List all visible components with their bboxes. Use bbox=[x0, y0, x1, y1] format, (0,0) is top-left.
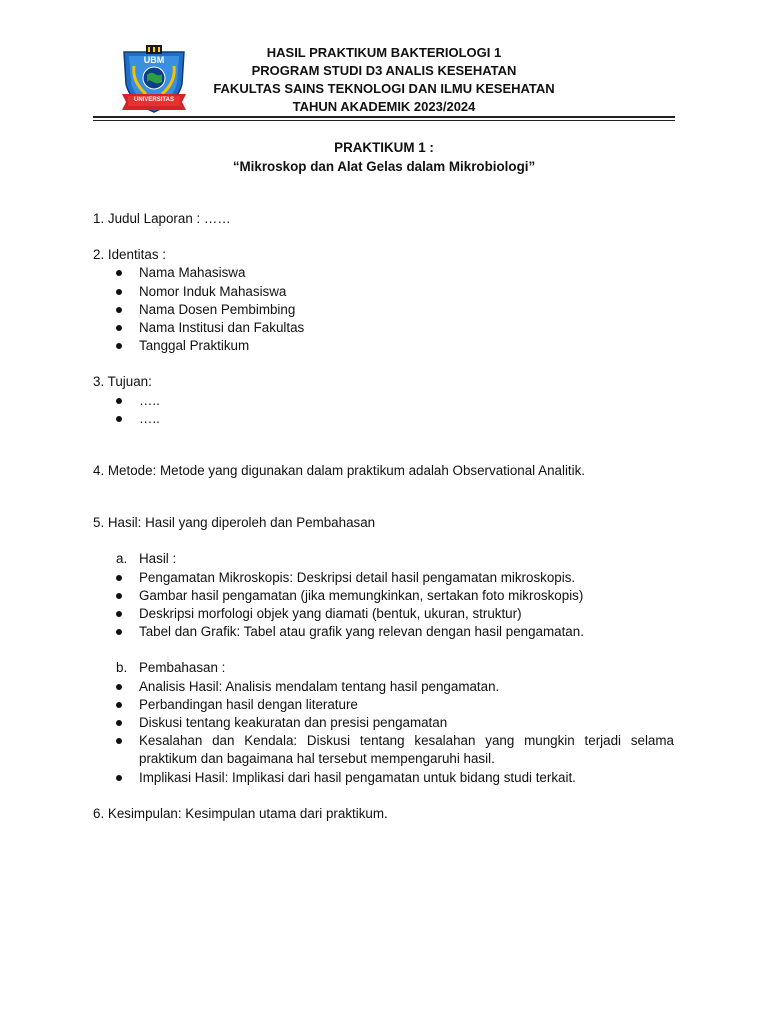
header-line-2: PROGRAM STUDI D3 ANALIS KESEHATAN bbox=[251, 63, 517, 78]
list-item: ….. bbox=[93, 410, 674, 428]
bullet-icon bbox=[116, 398, 122, 404]
tujuan-list bbox=[93, 392, 674, 428]
section-kesimpulan: 6. Kesimpulan: Kesimpulan utama dari praktikum. bbox=[93, 805, 388, 821]
list-item: Perbandingan hasil dengan literature bbox=[93, 696, 674, 714]
header-divider-thin bbox=[93, 120, 675, 121]
identitas-list bbox=[93, 264, 674, 355]
document-body bbox=[93, 210, 674, 823]
list-item: Nama Dosen Pembimbing bbox=[93, 301, 674, 319]
bullet-icon bbox=[116, 684, 122, 690]
subsection-label: Hasil : bbox=[139, 551, 177, 567]
list-item: Kesalahan dan Kendala: Diskusi tentang kesalahan yang mungkin terjadi selama praktikum dan bagaimana hal tersebut mempengaruhi hasil. bbox=[93, 732, 674, 768]
list-item: Diskusi tentang keakuratan dan presisi pengamatan bbox=[93, 714, 674, 732]
subsection-label: Pembahasan : bbox=[139, 660, 226, 676]
section-judul-laporan: 1. Judul Laporan : …… bbox=[93, 211, 231, 226]
hasil-list bbox=[93, 569, 674, 642]
section-metode: 4. Metode: Metode yang digunakan dalam praktikum adalah Observational Analitik. bbox=[93, 463, 586, 479]
title-line-1: PRAKTIKUM 1 : bbox=[334, 140, 434, 155]
bullet-icon bbox=[116, 325, 122, 331]
bullet-icon bbox=[116, 738, 122, 744]
header-line-1: HASIL PRAKTIKUM BAKTERIOLOGI 1 bbox=[266, 45, 502, 60]
pembahasan-list bbox=[93, 678, 674, 787]
list-item: Nomor Induk Mahasiswa bbox=[93, 283, 674, 301]
bullet-icon bbox=[116, 307, 122, 313]
bullet-icon bbox=[116, 416, 122, 422]
subsection-hasil bbox=[93, 550, 674, 568]
section-tujuan: 3. Tujuan: bbox=[93, 374, 152, 390]
bullet-icon bbox=[116, 702, 122, 708]
bullet-icon bbox=[116, 611, 122, 617]
list-item: Deskripsi morfologi objek yang diamati (bentuk, ukuran, struktur) bbox=[93, 605, 674, 623]
subsection-pembahasan bbox=[93, 659, 674, 677]
logo-ribbon-text: UNIVERSITAS bbox=[134, 97, 174, 103]
list-item: Pengamatan Mikroskopis: Deskripsi detail hasil pengamatan mikroskopis. bbox=[93, 569, 674, 587]
list-item: Nama Mahasiswa bbox=[93, 264, 674, 282]
header-line-4: TAHUN AKADEMIK 2023/2024 bbox=[292, 99, 476, 114]
subsection-letter: b. bbox=[116, 660, 128, 676]
bullet-icon bbox=[116, 270, 122, 276]
header-divider-thick bbox=[93, 116, 675, 118]
bullet-icon bbox=[116, 775, 122, 781]
list-item: Gambar hasil pengamatan (jika memungkinkan, sertakan foto mikroskopis) bbox=[93, 587, 674, 605]
section-identitas: 2. Identitas : bbox=[93, 247, 166, 263]
section-hasil: 5. Hasil: Hasil yang diperoleh dan Pembahasan bbox=[93, 515, 376, 531]
list-item: Tabel dan Grafik: Tabel atau grafik yang relevan dengan hasil pengamatan. bbox=[93, 623, 674, 641]
title-line-2: “Mikroskop dan Alat Gelas dalam Mikrobiologi” bbox=[232, 159, 536, 174]
list-item: Nama Institusi dan Fakultas bbox=[93, 319, 674, 337]
list-item: Implikasi Hasil: Implikasi dari hasil pengamatan untuk bidang studi terkait. bbox=[93, 769, 674, 787]
header-line-3: FAKULTAS SAINS TEKNOLOGI DAN ILMU KESEHATAN bbox=[213, 81, 555, 96]
list-item: Analisis Hasil: Analisis mendalam tentang hasil pengamatan. bbox=[93, 678, 674, 696]
bullet-icon bbox=[116, 343, 122, 349]
subsection-letter: a. bbox=[116, 551, 128, 567]
bullet-icon bbox=[116, 629, 122, 635]
bullet-icon bbox=[116, 593, 122, 599]
bullet-icon bbox=[116, 720, 122, 726]
bullet-icon bbox=[116, 289, 122, 295]
list-item: ….. bbox=[93, 392, 674, 410]
list-item: Tanggal Praktikum bbox=[93, 337, 674, 355]
logo-text: UBM bbox=[143, 55, 165, 65]
document-header bbox=[200, 44, 568, 116]
practicum-title bbox=[93, 138, 675, 176]
bullet-icon bbox=[116, 575, 122, 581]
